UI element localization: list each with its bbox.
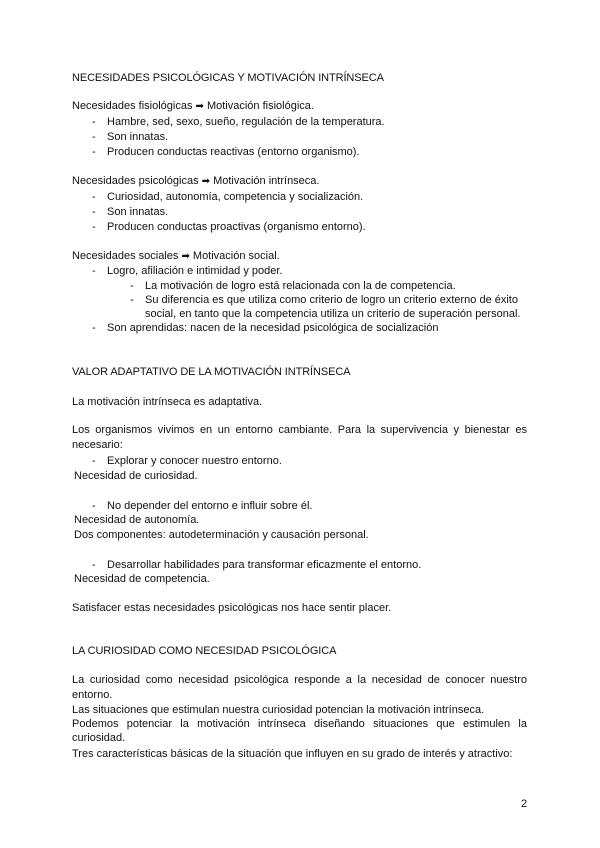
paragraph-line: La motivación intrínseca es adaptativa. (72, 396, 263, 408)
list-item-text: Hambre, sed, sexo, sueño, regulación de la temperatura. (107, 116, 385, 128)
bullet-dash: - (92, 191, 96, 203)
paragraph-line: La curiosidad como necesidad psicológica responde a la necesidad de conocer nuestro (72, 674, 527, 686)
paragraph-line: Podemos potenciar la motivación intrínseca diseñando situaciones que estimulen la (72, 718, 527, 730)
list-item-text: Curiosidad, autonomía, competencia y socialización. (107, 191, 364, 203)
list-item-text: No depender del entorno e influir sobre él. (107, 500, 313, 512)
section-heading: VALOR ADAPTATIVO DE LA MOTIVACIÓN INTRÍNSECA (72, 366, 351, 378)
list-item-text: Su diferencia es que utiliza como criterio de logro un criterio externo de éxito (145, 294, 518, 306)
bullet-dash: - (92, 221, 96, 233)
paragraph-line (72, 249, 280, 264)
paragraph-line: entorno. (72, 689, 113, 701)
list-item-text: Son aprendidas: nacen de la necesidad psicológica de socialización (107, 322, 439, 334)
bullet-dash: - (92, 455, 96, 467)
paragraph-line: Necesidad de competencia. (74, 573, 210, 585)
list-item-text: La motivación de logro está relacionada con la de competencia. (145, 280, 456, 292)
arrow-icon: ➡ (195, 101, 204, 112)
bullet-dash: - (92, 206, 96, 218)
sub-list-item-continuation: social, en tanto que la competencia utiliza un criterio de superación personal. (145, 308, 521, 320)
bullet-dash: - (92, 146, 96, 158)
paragraph-line: Los organismos vivimos en un entorno cambiante. Para la supervivencia y bienestar es (72, 424, 527, 436)
result: Motivación fisiológica. (206, 100, 314, 112)
section-heading: LA CURIOSIDAD COMO NECESIDAD PSICOLÓGICA (72, 645, 337, 657)
paragraph-line: Dos componentes: autodeterminación y causación personal. (74, 529, 369, 541)
paragraph-line (72, 174, 319, 189)
paragraph-line (72, 99, 314, 114)
bullet-dash: - (92, 559, 96, 571)
bullet-dash: - (130, 294, 134, 306)
paragraph-line: Necesidad de curiosidad. (74, 470, 198, 482)
list-item-text: Explorar y conocer nuestro entorno. (107, 455, 282, 467)
bullet-dash: - (92, 500, 96, 512)
bullet-dash: - (92, 131, 96, 143)
bullet-dash: - (92, 116, 96, 128)
list-item-text: Producen conductas reactivas (entorno organismo). (107, 146, 360, 158)
label: Necesidades fisiológicas (72, 100, 193, 112)
label: Necesidades psicológicas (72, 175, 199, 187)
list-item-text: Producen conductas proactivas (organismo entorno). (107, 221, 366, 233)
list-item-text: Logro, afiliación e intimidad y poder. (107, 265, 283, 277)
list-item-text: Son innatas. (107, 131, 169, 143)
bullet-dash: - (130, 280, 134, 292)
arrow-icon: ➡ (201, 176, 211, 187)
paragraph-line: Tres características básicas de la situación que influyen en su grado de interés y atractivo: (72, 748, 513, 760)
result: Motivación social. (192, 250, 280, 262)
bullet-dash: - (92, 265, 96, 277)
bullet-dash: - (92, 322, 96, 334)
label: Necesidades sociales (72, 250, 179, 262)
paragraph-line: curiosidad. (72, 732, 126, 744)
arrow-icon: ➡ (181, 251, 190, 262)
list-item-text: Son innatas. (107, 206, 169, 218)
paragraph-line: Las situaciones que estimulan nuestra curiosidad potencian la motivación intrínseca. (72, 704, 485, 716)
page-number: 2 (521, 798, 528, 810)
paragraph-line: Satisfacer estas necesidades psicológicas nos hace sentir placer. (72, 602, 392, 614)
paragraph-line: necesario: (72, 439, 123, 451)
paragraph-line: Necesidad de autonomía. (74, 514, 200, 526)
result: Motivación intrínseca. (213, 175, 320, 187)
section-heading: NECESIDADES PSICOLÓGICAS Y MOTIVACIÓN INTRÍNSECA (72, 72, 384, 84)
list-item-text: Desarrollar habilidades para transformar eficazmente el entorno. (107, 559, 422, 571)
